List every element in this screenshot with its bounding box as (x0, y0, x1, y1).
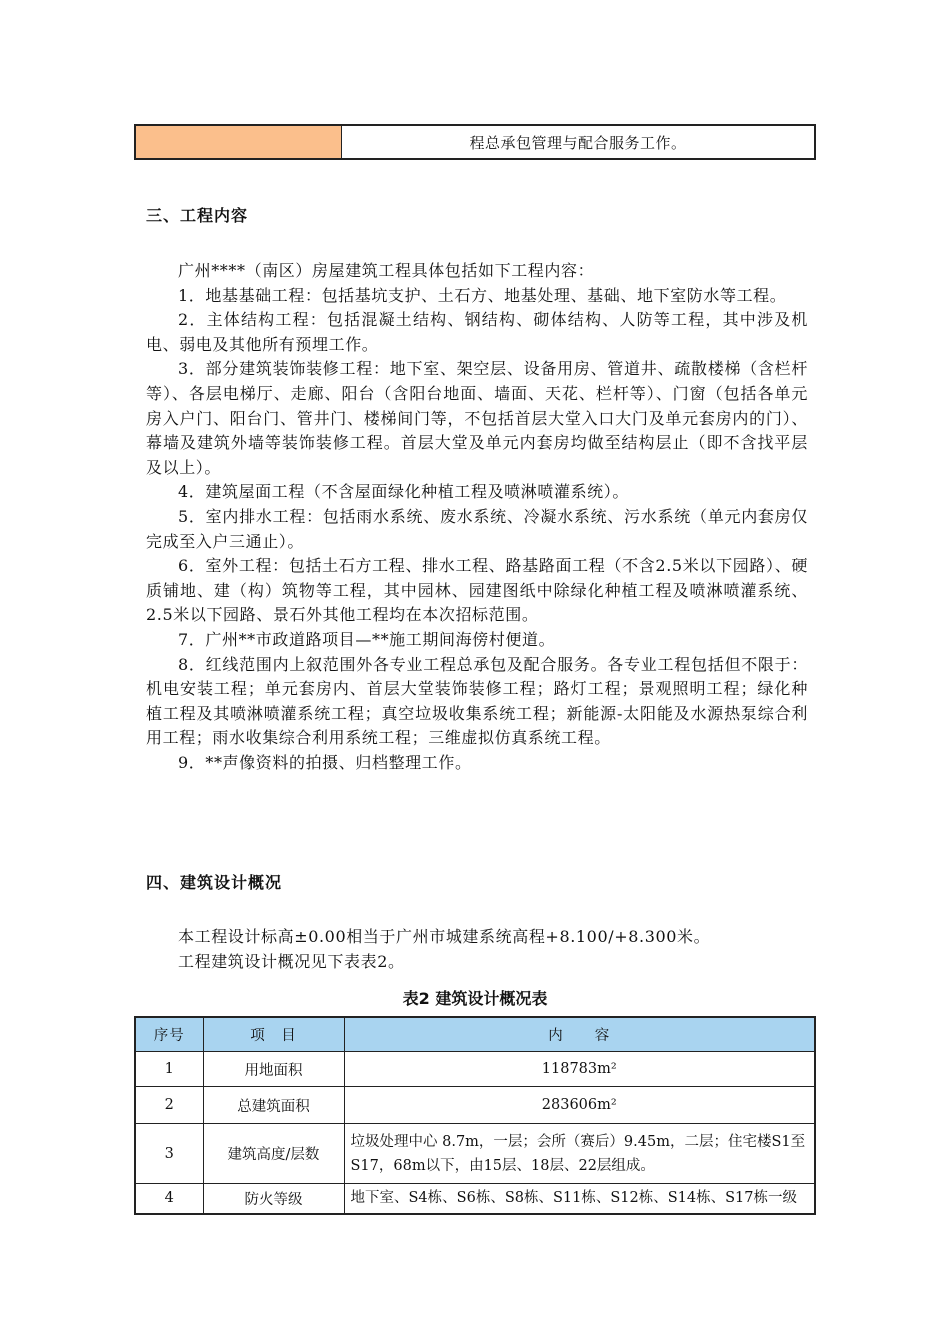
header-no: 序号 (135, 1017, 203, 1052)
paragraph: 7．广州**市政道路项目—**施工期间海傍村便道。 (178, 629, 556, 649)
header-content: 内 容 (344, 1017, 815, 1052)
paragraph: 6．室外工程：包括土石方工程、排水工程、路基路面工程（不含2.5米以下园路）、硬质铺地、建（构）筑物等工程，其中园林、园建图纸中除绿化种植工程及喷淋喷灌系统、2.5米以下园路、景石外其他工程均在本次招标范围。 (146, 556, 808, 625)
cell-item: 防火等级 (203, 1184, 344, 1214)
section-4-body (146, 925, 808, 974)
cell-no: 3 (135, 1124, 203, 1184)
cell-item: 总建筑面积 (203, 1087, 344, 1124)
cell-content: 283606m² (344, 1087, 815, 1124)
table-cell-empty (136, 126, 342, 158)
cell-item: 建筑高度/层数 (203, 1124, 344, 1184)
table-row (135, 1052, 815, 1087)
cell-no: 1 (135, 1052, 203, 1087)
paragraph: 工程建筑设计概况见下表表2。 (178, 951, 405, 971)
section-3-body (146, 259, 808, 775)
previous-table-fragment (134, 124, 816, 160)
cell-content: 118783m² (344, 1052, 815, 1087)
cell-content: 垃圾处理中心 8.7m，一层；会所（赛后）9.45m，二层；住宅楼S1至S17，68m以下，由15层、18层、22层组成。 (344, 1124, 815, 1184)
section-4-heading: 四、建筑设计概况 (146, 873, 283, 892)
paragraph: 3．部分建筑装饰装修工程：地下室、架空层、设备用房、管道井、疏散楼梯（含栏杆等）、各层电梯厅、走廊、阳台（含阳台地面、墙面、天花、栏杆等）、门窗（包括各单元房入户门、阳台门、管井门、楼梯间门等，不包括首层大堂入口大门及单元套房内的门）、幕墙及建筑外墙等装饰装修工程。首层大堂及单元内套房均做至结构层止（即不含找平层及以上）。 (146, 359, 808, 477)
building-design-table (134, 1016, 816, 1215)
table-row (135, 1184, 815, 1214)
cell-content: 地下室、S4栋、S6栋、S8栋、S11栋、S12栋、S14栋、S17栋一级 (344, 1184, 815, 1214)
paragraph: 1．地基基础工程：包括基坑支护、土石方、地基处理、基础、地下室防水等工程。 (178, 285, 787, 305)
cell-no: 4 (135, 1184, 203, 1214)
table-header-row (135, 1017, 815, 1052)
cell-no: 2 (135, 1087, 203, 1124)
table-row (135, 1087, 815, 1124)
table-caption: 表2 建筑设计概况表 (402, 989, 548, 1008)
table-cell-text: 程总承包管理与配合服务工作。 (469, 133, 687, 152)
paragraph: 本工程设计标高±0.00相当于广州市城建系统高程+8.100/+8.300米。 (178, 927, 711, 946)
section-3-heading: 三、工程内容 (146, 206, 249, 225)
paragraph: 4．建筑屋面工程（不含屋面绿化种植工程及喷淋喷灌系统）。 (178, 482, 629, 502)
paragraph: 9．**声像资料的拍摄、归档整理工作。 (178, 752, 472, 772)
paragraph: 8．红线范围内上叙范围外各专业工程总承包及配合服务。各专业工程包括但不限于：机电安装工程；单元套房内、首层大堂装饰装修工程；路灯工程；景观照明工程；绿化种植工程及其喷淋喷灌系统工程；真空垃圾收集系统工程；新能源-太阳能及水源热泵综合利用工程；雨水收集综合利用系统工程；三维虚拟仿真系统工程。 (146, 654, 808, 748)
header-item: 项 目 (203, 1017, 344, 1052)
paragraph: 5．室内排水工程：包括雨水系统、废水系统、冷凝水系统、污水系统（单元内套房仅完成至入户三通止）。 (146, 506, 808, 551)
cell-item: 用地面积 (203, 1052, 344, 1087)
table-row (135, 1124, 815, 1184)
paragraph: 2．主体结构工程：包括混凝土结构、钢结构、砌体结构、人防等工程，其中涉及机电、弱电及其他所有预埋工作。 (146, 310, 808, 354)
paragraph: 广州****（南区）房屋建筑工程具体包括如下工程内容： (178, 261, 595, 280)
